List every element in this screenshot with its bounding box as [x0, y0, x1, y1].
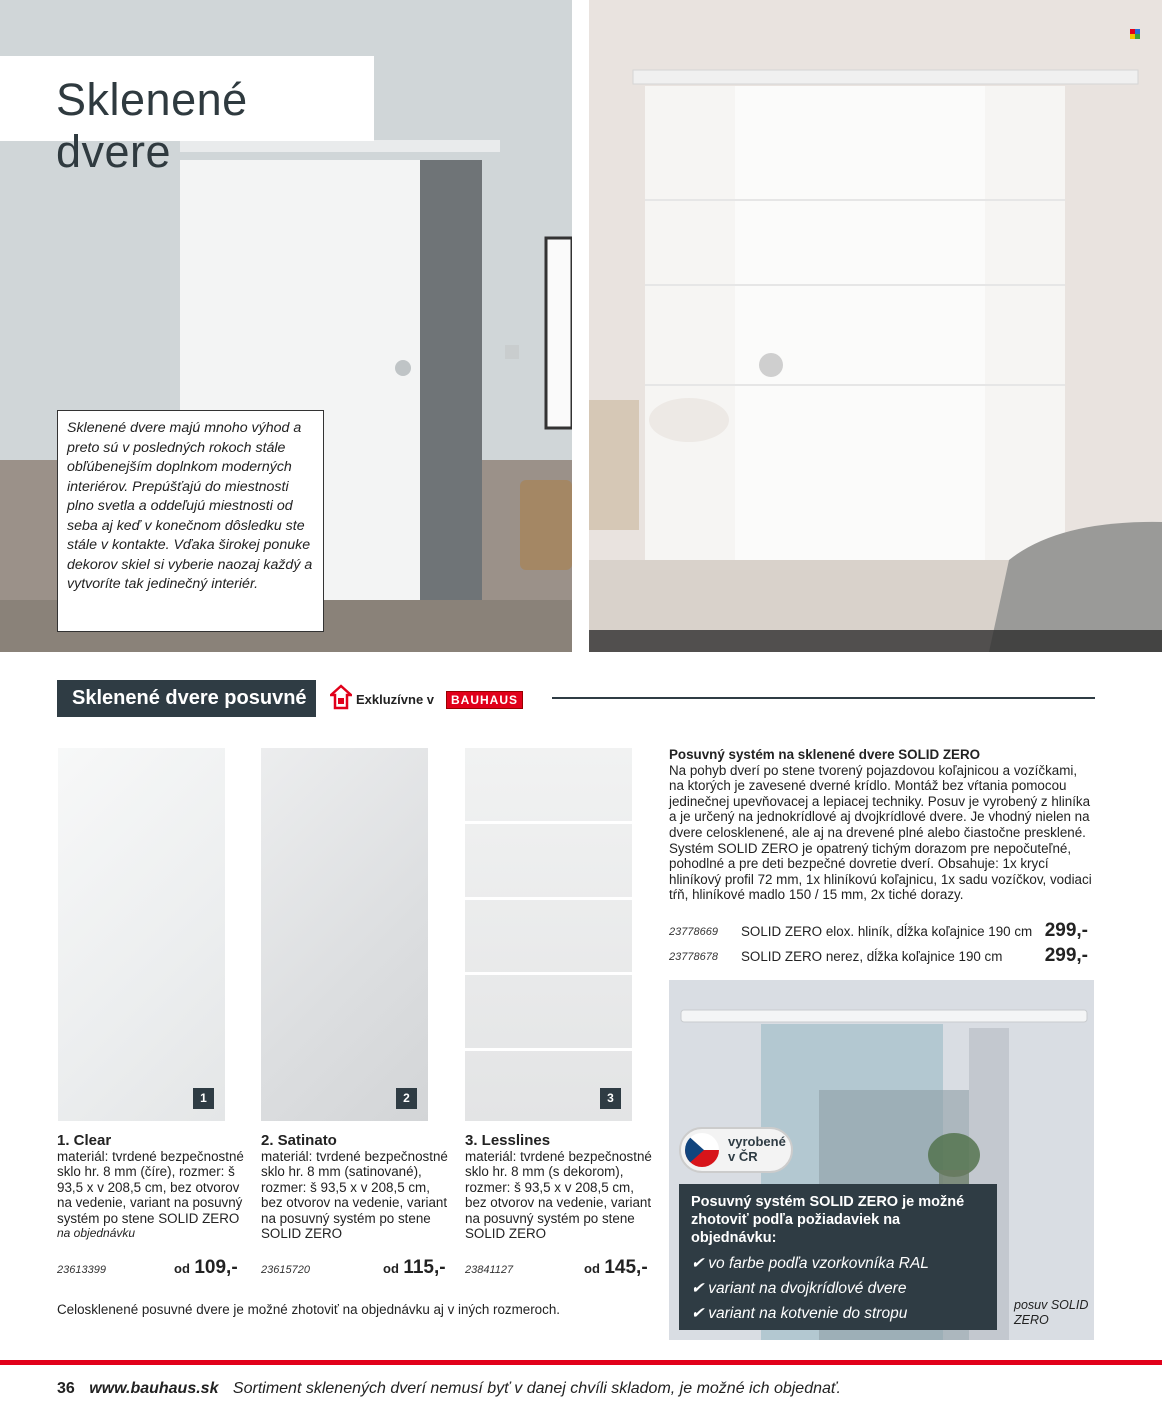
variant-desc: SOLID ZERO nerez, dĺžka koľajnice 190 cm — [741, 949, 1003, 964]
product-satinato — [261, 1133, 451, 1242]
czech-flag-icon — [685, 1133, 719, 1167]
product-name: 3. Lesslines — [465, 1132, 551, 1149]
exclusive-house-icon — [330, 684, 352, 710]
offer-title: Posuvný systém SOLID ZERO je možné zhotoviť podľa požiadaviek na objednávku: — [691, 1194, 965, 1246]
product-name: 2. Satinato — [261, 1132, 337, 1149]
exclusive-label: Exkluzívne v — [356, 692, 435, 707]
custom-order-box — [679, 1184, 997, 1330]
footer-disclaimer: Sortiment sklenených dverí nemusí byť v danej chvíli skladom, je možné ich objednať. — [232, 1380, 841, 1397]
product-description: materiál: tvrdené bezpečnostné sklo hr. 8 mm (satinované), rozmer: š 93,5 x v 208,5 cm, bez otvorov na vedenie, variant na posuvný systém po stene SOLID ZERO — [261, 1148, 448, 1241]
system-desc-2: Systém SOLID ZERO je opatrený tichým dorazom pre nepočuteľné, pohodlné a pre deti bezpečné dovretie dverí. Obsahuje: 1x krycí hliníkový profil 72 mm, 1x hliníkovú koľajnicu, 1x sadu vozíčkov, vodiaci tŕň, hliníkové madlo 150 / 15 mm, 2x tiché dorazy. — [669, 840, 1092, 903]
decor-stripe — [465, 972, 632, 975]
price-value: 145,- — [604, 1257, 648, 1278]
product-code: 23615720 — [261, 1264, 310, 1276]
product-price — [174, 1257, 238, 1279]
product-code: 23841127 — [465, 1264, 514, 1276]
price-value: 115,- — [403, 1257, 446, 1278]
product-description: materiál: tvrdené bezpečnostné sklo hr. 8 mm (číre), rozmer: š 93,5 x v 208,5 cm, bez otvorov na vedenie, variant na posuvný systém po stene SOLID ZERO — [57, 1148, 244, 1226]
product-badge: 1 — [193, 1088, 214, 1109]
price-value: 109,- — [194, 1257, 238, 1278]
page-number: 36 — [57, 1380, 75, 1397]
made-in-cz-badge — [679, 1127, 793, 1173]
product-badge: 2 — [396, 1088, 417, 1109]
made-in-line1: vyrobené — [728, 1134, 786, 1149]
dining-room-illustration — [589, 0, 1162, 652]
variant-price: 299,- — [1044, 920, 1088, 941]
page-title-box — [0, 56, 374, 177]
variant-desc: SOLID ZERO elox. hliník, dĺžka koľajnice 190 cm — [741, 924, 1033, 939]
variant-code: 23778678 — [669, 951, 718, 963]
door-image-satinato — [261, 748, 428, 1121]
section-title: Sklenené dvere posuvné — [57, 680, 316, 717]
offer-item: ✔ variant na kotvenie do stropu — [691, 1305, 908, 1322]
door-image-clear — [58, 748, 225, 1121]
product-badge: 3 — [600, 1088, 621, 1109]
product-code: 23613399 — [57, 1264, 106, 1276]
logo-mark-icon — [1130, 26, 1140, 36]
product-price — [383, 1257, 446, 1279]
product-description: materiál: tvrdené bezpečnostné sklo hr. 8 mm (s dekorom), rozmer: š 93,5 x v 208,5 cm, bez otvorov na vedenie, variant na posuvný systém po stene SOLID ZERO — [465, 1148, 652, 1241]
website-link[interactable]: www.bauhaus.sk — [89, 1380, 219, 1397]
custom-size-footnote: Celosklenené posuvné dvere je možné zhotoviť na objednávku aj v iných rozmeroch. — [57, 1302, 560, 1317]
intro-text: Sklenené dvere majú mnoho výhod a preto sú v posledných rokoch stále obľúbenejším doplnkom moderných interiérov. Prepúšťajú do miestnosti plno svetla a oddeľujú miestnosti od seba aj keď v konečnom dôsledku ste stále v kontakte. Vďaka širokej ponuke dekorov skiel si vyberie naozaj každý a vytvoríte tak jedinečný interiér. — [57, 410, 324, 632]
price-prefix: od — [383, 1261, 399, 1276]
section-divider — [552, 697, 1095, 699]
product-price — [584, 1257, 648, 1279]
page-footer — [57, 1380, 841, 1398]
door-image-lesslines — [465, 748, 632, 1121]
variant-code: 23778669 — [669, 926, 718, 938]
product-clear — [57, 1133, 247, 1242]
offer-item: ✔ variant na dvojkrídlové dvere — [691, 1280, 907, 1297]
product-note: na objednávku — [57, 1226, 136, 1240]
photo-caption: posuv SOLID ZERO — [1014, 1298, 1089, 1327]
product-lesslines — [465, 1133, 655, 1242]
system-desc-1: Na pohyb dverí po stene tvorený pojazdovou koľajnicou a vozíčkami, na ktorých je zavesené dverné krídlo. Montáž bez vŕtania pomocou jedinečnej upevňovacej a lepiacej techniky. Posuv je vyrobený z hliníka a je určený na jednokrídlové aj dvojkrídlové dvere. Je vhodný nielen na dvere celosklenené, ale aj na drevené plné alebo čiastočne presklené. — [669, 762, 1091, 840]
page-title: Sklenené dvere — [56, 74, 248, 177]
footer-rule — [0, 1360, 1162, 1365]
system-description — [669, 747, 1094, 903]
price-prefix: od — [584, 1261, 600, 1276]
made-in-line2: v ČR — [728, 1149, 758, 1164]
hero-photo-right — [589, 0, 1162, 652]
system-variant-row — [669, 922, 1094, 944]
decor-stripe — [465, 1048, 632, 1051]
decor-stripe — [465, 821, 632, 824]
product-name: 1. Clear — [57, 1132, 112, 1149]
variant-price: 299,- — [1044, 945, 1088, 966]
system-title: Posuvný systém na sklenené dvere SOLID ZERO — [669, 747, 981, 762]
made-in-text — [728, 1134, 786, 1164]
decor-stripe — [465, 897, 632, 900]
offer-item: ✔ vo farbe podľa vzorkovníka RAL — [691, 1255, 929, 1272]
bauhaus-logo: BAUHAUS — [446, 691, 523, 709]
price-prefix: od — [174, 1261, 190, 1276]
system-variant-row — [669, 947, 1094, 969]
